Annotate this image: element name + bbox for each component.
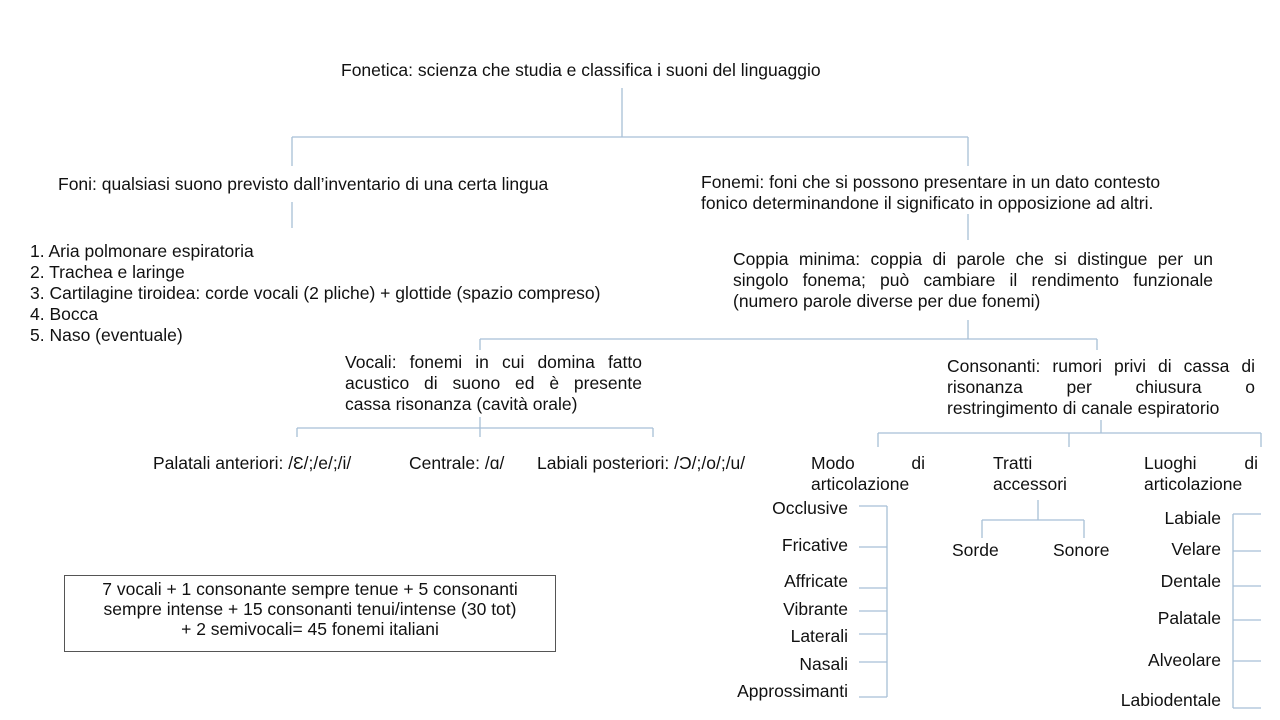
vocali-node bbox=[345, 352, 642, 415]
luoghi-node bbox=[1144, 453, 1258, 495]
luoghi-item: Palatale bbox=[1157, 608, 1221, 628]
fonemi-line: Fonemi: foni che si possono presentare in un dato contesto bbox=[701, 172, 1161, 192]
list-item: 1. Aria polmonare espiratoria bbox=[30, 241, 254, 261]
luoghi-item: Dentale bbox=[1160, 571, 1221, 591]
sorde-node: Sorde bbox=[952, 540, 999, 560]
centrale-node: Centrale: /ɑ/ bbox=[409, 453, 505, 473]
consonanti-line: risonanza per chiusura o bbox=[947, 377, 1255, 397]
vocali-line: Vocali: fonemi in cui domina fatto bbox=[345, 352, 642, 372]
modo-item: Approssimanti bbox=[737, 681, 848, 701]
labiali-node: Labiali posteriori: /Ɔ/;/o/;/u/ bbox=[537, 453, 746, 473]
consonanti-node bbox=[947, 356, 1255, 419]
tratti-line: Tratti bbox=[993, 453, 1033, 473]
modo-node bbox=[811, 453, 925, 495]
list-item: 5. Naso (eventuale) bbox=[30, 325, 183, 345]
tratti-node bbox=[993, 453, 1067, 495]
modo-item: Nasali bbox=[799, 654, 848, 674]
modo-item: Vibrante bbox=[783, 599, 848, 619]
list-item: 3. Cartilagine tiroidea: corde vocali (2 pliche) + glottide (spazio compreso) bbox=[30, 283, 601, 303]
modo-line: Modo di bbox=[811, 453, 925, 473]
foni-node: Foni: qualsiasi suono previsto dall’inventario di una certa lingua bbox=[58, 174, 549, 194]
luoghi-line: articolazione bbox=[1144, 474, 1243, 494]
luoghi-item: Velare bbox=[1171, 539, 1221, 559]
list-item: 4. Bocca bbox=[30, 304, 99, 324]
modo-item: Occlusive bbox=[772, 498, 848, 518]
sonore-node: Sonore bbox=[1053, 540, 1110, 560]
summary-line: 7 vocali + 1 consonante sempre tenue + 5 consonanti bbox=[102, 579, 518, 599]
coppia-minima-node bbox=[733, 249, 1213, 312]
foni-list bbox=[30, 241, 601, 346]
luoghi-item: Labiale bbox=[1164, 508, 1221, 528]
summary-box bbox=[64, 575, 556, 652]
tratti-line: accessori bbox=[993, 474, 1067, 494]
luoghi-line: Luoghi di bbox=[1144, 453, 1258, 473]
root-node: Fonetica: scienza che studia e classifica i suoni del linguaggio bbox=[341, 60, 821, 80]
vocali-line: acustico di suono ed è presente bbox=[345, 373, 642, 393]
coppia-line: Coppia minima: coppia di parole che si distingue per un bbox=[733, 249, 1213, 269]
modo-item: Laterali bbox=[790, 626, 848, 646]
luoghi-item: Alveolare bbox=[1148, 650, 1221, 670]
consonanti-line: restringimento di canale espiratorio bbox=[947, 398, 1220, 418]
summary-line: sempre intense + 15 consonanti tenui/intense (30 tot) bbox=[103, 599, 517, 619]
fonemi-node bbox=[701, 172, 1160, 214]
luoghi-item: Labiodentale bbox=[1120, 690, 1221, 710]
modo-item: Fricative bbox=[781, 535, 848, 555]
modo-line: articolazione bbox=[811, 474, 910, 494]
summary-line: + 2 semivocali= 45 fonemi italiani bbox=[181, 619, 439, 639]
list-item: 2. Trachea e laringe bbox=[30, 262, 185, 282]
modo-item: Affricate bbox=[784, 571, 848, 591]
consonanti-line: Consonanti: rumori privi di cassa di bbox=[947, 356, 1255, 376]
coppia-line: (numero parole diverse per due fonemi) bbox=[733, 291, 1041, 311]
fonemi-line: fonico determinandone il significato in opposizione ad altri. bbox=[701, 193, 1154, 213]
palatali-node: Palatali anteriori: /Ɛ/;/e/;/i/ bbox=[153, 453, 352, 473]
coppia-line: singolo fonema; può cambiare il rendimento funzionale bbox=[733, 270, 1213, 290]
vocali-line: cassa risonanza (cavità orale) bbox=[345, 394, 578, 414]
